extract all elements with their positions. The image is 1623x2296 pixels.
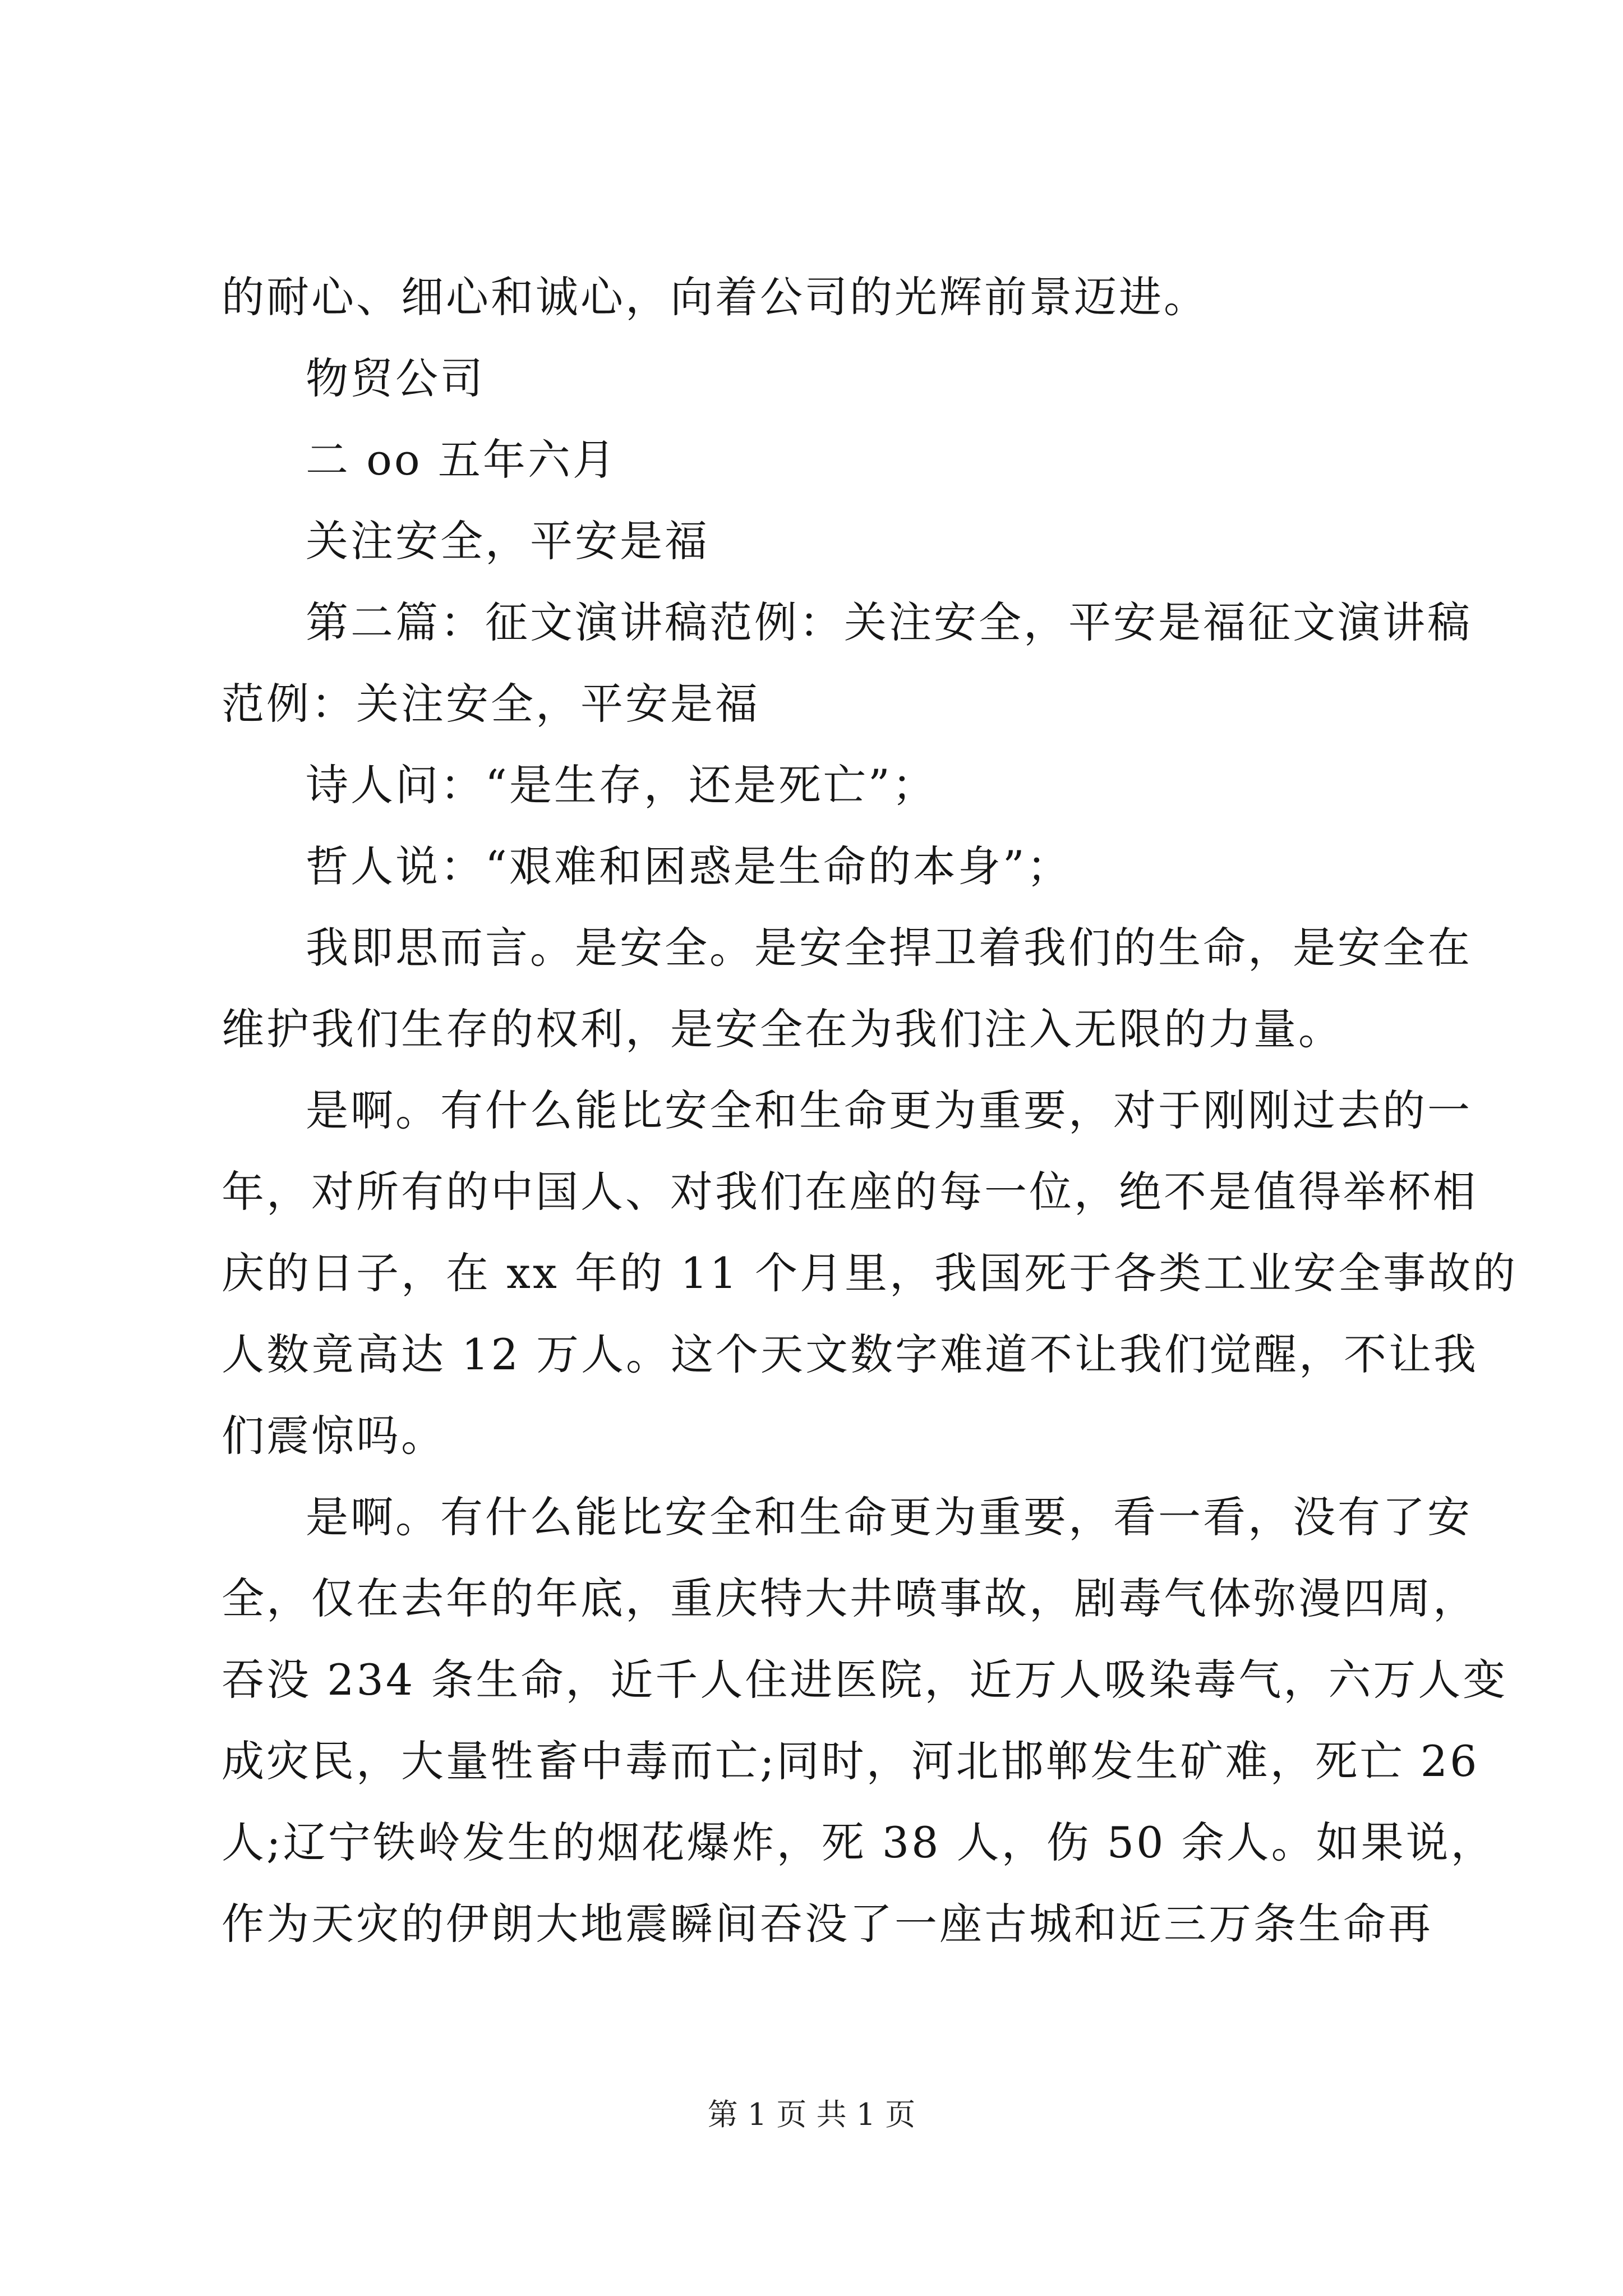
text-line: 范例：关注安全，平安是福 [222, 679, 760, 729]
text-line: 全，仅在去年的年底，重庆特大井喷事故，剧毒气体弥漫四周， [222, 1573, 1478, 1623]
text-line: 庆的日子，在 xx 年的 11 个月里，我国死于各类工业安全事故的 [222, 1248, 1518, 1298]
text-line: 维护我们生存的权利，是安全在为我们注入无限的力量。 [222, 1004, 1343, 1054]
text-line: 第二篇：征文演讲稿范例：关注安全，平安是福征文演讲稿 [306, 597, 1472, 647]
text-line: 哲人说：“艰难和困惑是生命的本身”； [306, 841, 1072, 891]
text-line: 物贸公司 [306, 353, 485, 403]
text-line: 是啊。有什么能比安全和生命更为重要，看一看，没有了安 [306, 1492, 1472, 1542]
text-line: 人数竟高达 12 万人。这个天文数字难道不让我们觉醒，不让我 [222, 1329, 1479, 1379]
text-line: 吞没 234 条生命，近千人住进医院，近万人吸染毒气，六万人变 [222, 1655, 1508, 1705]
page-footer: 第 1 页 共 1 页 [707, 2097, 916, 2132]
text-line: 的耐心、细心和诚心，向着公司的光辉前景迈进。 [222, 272, 1209, 322]
text-line: 们震惊吗。 [222, 1411, 446, 1461]
text-line: 是啊。有什么能比安全和生命更为重要，对于刚刚过去的一 [306, 1085, 1472, 1135]
text-line: 关注安全，平安是福 [306, 516, 709, 566]
text-line: 作为天灾的伊朗大地震瞬间吞没了一座古城和近三万条生命再 [222, 1899, 1433, 1949]
text-line: 诗人问：“是生存，还是死亡”； [306, 760, 937, 810]
text-line: 年，对所有的中国人、对我们在座的每一位，绝不是值得举杯相 [222, 1167, 1478, 1217]
text-line: 二 oo 五年六月 [306, 435, 617, 485]
text-line: 人;辽宁铁岭发生的烟花爆炸，死 38 人，伤 50 余人。如果说， [222, 1818, 1496, 1867]
text-line: 我即思而言。是安全。是安全捍卫着我们的生命，是安全在 [306, 923, 1472, 973]
text-line: 成灾民，大量牲畜中毒而亡;同时，河北邯郸发生矿难，死亡 26 [222, 1736, 1479, 1786]
